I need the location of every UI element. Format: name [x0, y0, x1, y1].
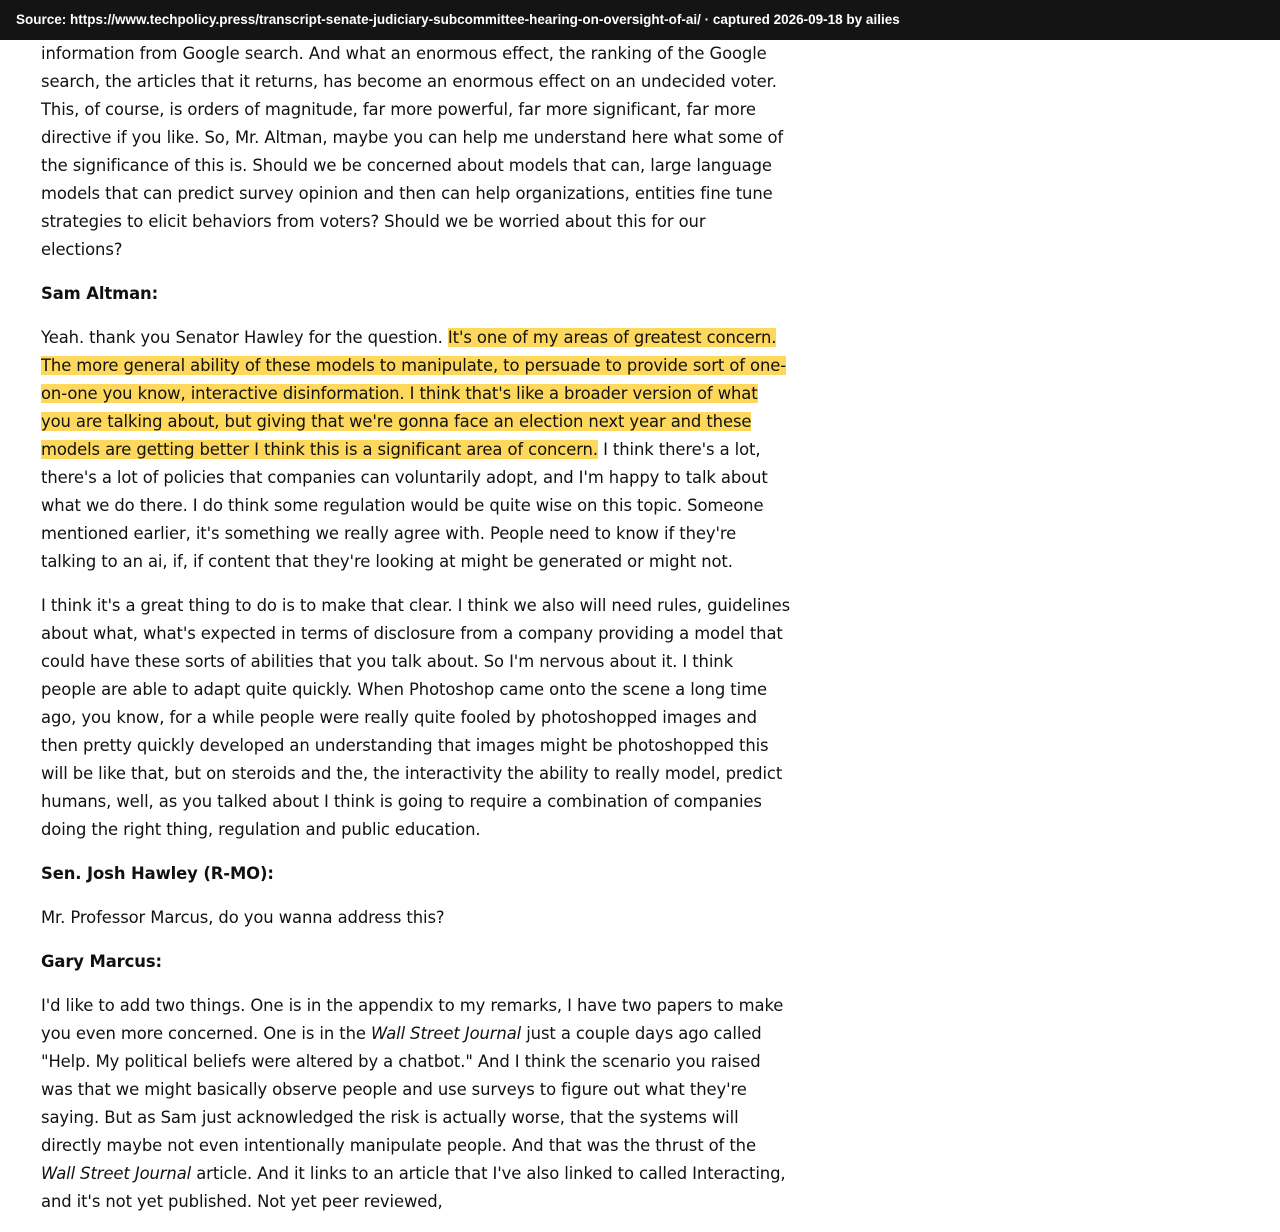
source-bar [0, 0, 1280, 40]
transcript-paragraph-marcus [41, 992, 791, 1216]
speaker-name-altman: Sam Altman: [41, 284, 159, 303]
transcript-paragraph: I think it's a great thing to do is to make that clear. I think we also will need rules, guidelines about what, what's expected in terms of disclosure from a company providing a model that could have these sorts of abilities that you talk about. So I'm nervous about it. I think people are able to adapt quite quickly. When Photoshop came onto the scene a long time ago, you know, for a while people were really quite fooled by photoshopped images and then pretty quickly developed an understanding that images might be photoshopped this will be like that, but on steroids and the, the interactivity the ability to really model, predict humans, well, as you talked about I think is going to require a combination of companies doing the right thing, regulation and public education. [41, 596, 791, 839]
speaker-name-marcus: Gary Marcus: [41, 952, 162, 971]
transcript-article [41, 40, 791, 1232]
transcript-paragraph-altman [41, 324, 791, 576]
highlighted-quote: It's one of my areas of greatest concern. The more general ability of these models to manipulate, to persuade to provide sort of one-on-one you know, interactive disinformation. I think that's like a broader version of what you are talking about, but giving that we're gonna face an election next year and these models are getting better I think this is a significant area of concern. [41, 328, 787, 459]
paragraph-text: Yeah. thank you Senator Hawley for the question. [41, 328, 448, 347]
publication-name: Wall Street Journal [41, 1164, 192, 1183]
publication-name: Wall Street Journal [370, 1024, 522, 1043]
transcript-paragraph: information from Google search. And what an enormous effect, the ranking of the Google search, the articles that it returns, has become an enormous effect on an undecided voter. This, of course, is orders of magnitude, far more powerful, far more significant, far more directive if you like. So, Mr. Altman, maybe you can help me understand here what some of the significance of this is. Should we be concerned about models that can, large language models that can predict survey opinion and then can help organizations, entities fine tune strategies to elicit behaviors from voters? Should we be worried about this for our elections? [41, 44, 784, 259]
source-bar-text: Source: https://www.techpolicy.press/transcript-senate-judiciary-subcommittee-hearing-on-oversight-of-ai/ · captured 2026-09-18 by ailies [16, 12, 900, 27]
paragraph-text: I'd like to add two things. One is in the appendix to my remarks, I have two papers to make you even more concerned. One is in the [41, 996, 784, 1043]
paragraph-text: just a couple days ago called "Help. My political beliefs were altered by a chatbot." And I think the scenario you raised was that we might basically observe people and use surveys to figure out what they're saying. But as Sam just acknowledged the risk is actually worse, that the systems will directly maybe not even intentionally manipulate people. And that was the thrust of the [41, 1024, 762, 1155]
speaker-name-hawley: Sen. Josh Hawley (R-MO): [41, 864, 274, 883]
paragraph-text: I think there's a lot, there's a lot of policies that companies can voluntarily adopt, and I'm happy to talk about what we do there. I do think some regulation would be quite wise on this topic. Someone mentioned earlier, it's something we really agree with. People need to know if they're talking to an ai, if, if content that they're looking at might be generated or might not. [41, 440, 768, 571]
transcript-paragraph: Mr. Professor Marcus, do you wanna address this? [41, 908, 445, 927]
paragraph-text: article. And it links to an article that I've also linked to called Interacting, and it's not yet published. Not yet peer reviewed, [41, 1164, 786, 1211]
